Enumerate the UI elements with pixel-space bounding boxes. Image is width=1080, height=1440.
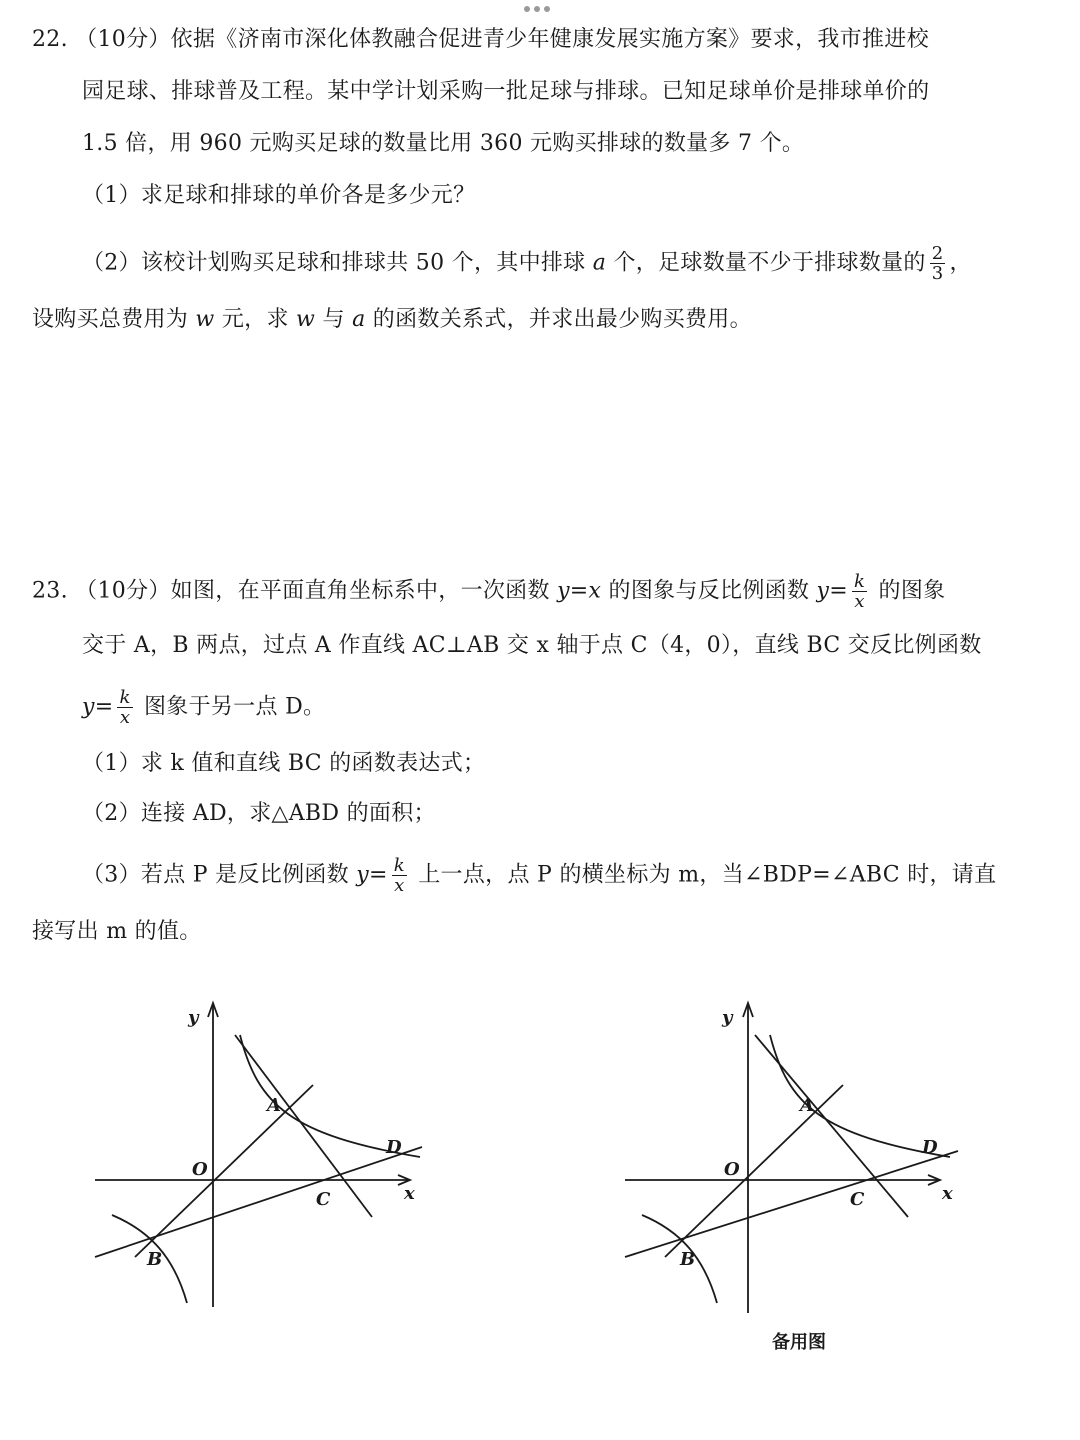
q23-part3: （3）若点 P 是反比例函数 y= $\frac{k}{x}$ 上一点，点 P 的横坐标为 m，当∠BDP=∠ABC 时，请直 [82, 855, 997, 896]
fraction-two-thirds: $\frac{2}{3}$ [931, 243, 944, 284]
label-D-2: D [922, 1137, 938, 1158]
q22-part1: （1）求足球和排球的单价各是多少元？ [82, 183, 476, 208]
label-x-2: x [942, 1183, 953, 1204]
label-C-2: C [850, 1189, 865, 1210]
q23-line2: 交于 A，B 两点，过点 A 作直线 AC⊥AB 交 x 轴于点 C（4，0），直线 BC 交反比例函数 [82, 633, 982, 658]
label-A: A [267, 1095, 281, 1116]
q22-line1: 22. （10分）依据《济南市深化体教融合促进青少年健康发展实施方案》要求，我市推进校 [32, 27, 929, 52]
q23-part1: （1）求 k 值和直线 BC 的函数表达式； [82, 751, 486, 776]
q22-line6: 设购买总费用为 w 元，求 w 与 a 的函数关系式，并求出最少购买费用。 [32, 307, 752, 332]
label-D: D [386, 1137, 402, 1158]
q23-line3: y= $\frac{k}{x}$ 图象于另一点 D。 [82, 687, 326, 728]
label-O: O [192, 1159, 208, 1180]
q23-line1: 23. （10分）如图，在平面直角坐标系中，一次函数 y=x 的图象与反比例函数 y= $\frac{k}{x}$ 的图象 [32, 571, 946, 612]
label-B-2: B [680, 1249, 696, 1270]
top-handle-dots [524, 6, 550, 12]
label-y-2: y [722, 1007, 733, 1028]
q22-line3: 1.5 倍，用 960 元购买足球的数量比用 360 元购买排球的数量多 7 个。 [82, 131, 805, 156]
label-x: x [404, 1183, 415, 1204]
spare-figure-caption: 备用图 [772, 1332, 826, 1353]
label-A-2: A [800, 1095, 814, 1116]
label-y: y [188, 1007, 199, 1028]
q23-part3-cont: 接写出 m 的值。 [32, 919, 202, 944]
label-C: C [316, 1189, 331, 1210]
q22-line2: 园足球、排球普及工程。某中学计划采购一批足球与排球。已知足球单价是排球单价的 [82, 79, 930, 104]
label-O-2: O [724, 1159, 740, 1180]
coordinate-figure-spare [620, 995, 960, 1315]
q22-part2: （2）该校计划购买足球和排球共 50 个，其中排球 a 个，足球数量不少于排球数量的 $\frac{2}{3}$ ， [82, 243, 972, 284]
label-B: B [147, 1249, 163, 1270]
fraction-k-over-x: $\frac{k}{x}$ [854, 571, 866, 612]
coordinate-figure-main [90, 995, 430, 1315]
q23-part2: （2）连接 AD，求△ABD 的面积； [82, 801, 436, 826]
